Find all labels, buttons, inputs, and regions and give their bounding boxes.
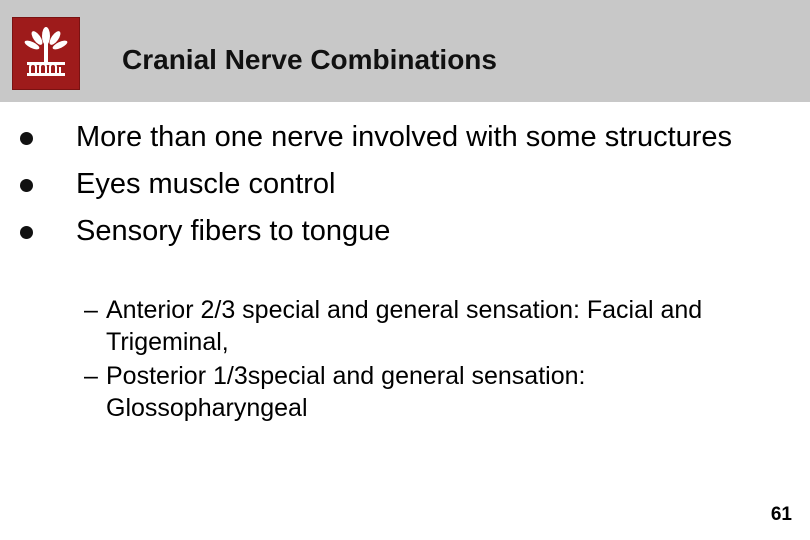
university-logo-icon: [12, 17, 80, 90]
bullet-dot-icon: [20, 226, 33, 239]
palmetto-seal-icon: [13, 18, 79, 89]
bullet-dot-icon: [20, 132, 33, 145]
sub-bullet-item: [84, 360, 744, 424]
dash-marker: –: [84, 296, 98, 324]
bullet-item: [20, 167, 780, 202]
sub-bullet-text: Posterior 1/3special and general sensation: Glossopharyngeal: [106, 362, 586, 422]
sub-bullet-text: Anterior 2/3 special and general sensation: Facial and Trigeminal,: [106, 296, 703, 356]
page-number: 61: [770, 504, 792, 525]
bullet-text: Sensory fibers to tongue: [76, 215, 391, 247]
title-bar: [0, 0, 810, 102]
bullet-dot-icon: [20, 179, 33, 192]
bullet-item: [20, 214, 780, 249]
dash-marker: –: [84, 362, 98, 390]
bullet-list: [20, 120, 780, 261]
bullet-text: More than one nerve involved with some structures: [76, 121, 733, 153]
sub-bullet-list: [84, 294, 744, 426]
bullet-text: Eyes muscle control: [76, 168, 336, 200]
slide-title: Cranial Nerve Combinations: [122, 44, 497, 75]
bullet-item: [20, 120, 780, 155]
sub-bullet-item: [84, 294, 744, 358]
